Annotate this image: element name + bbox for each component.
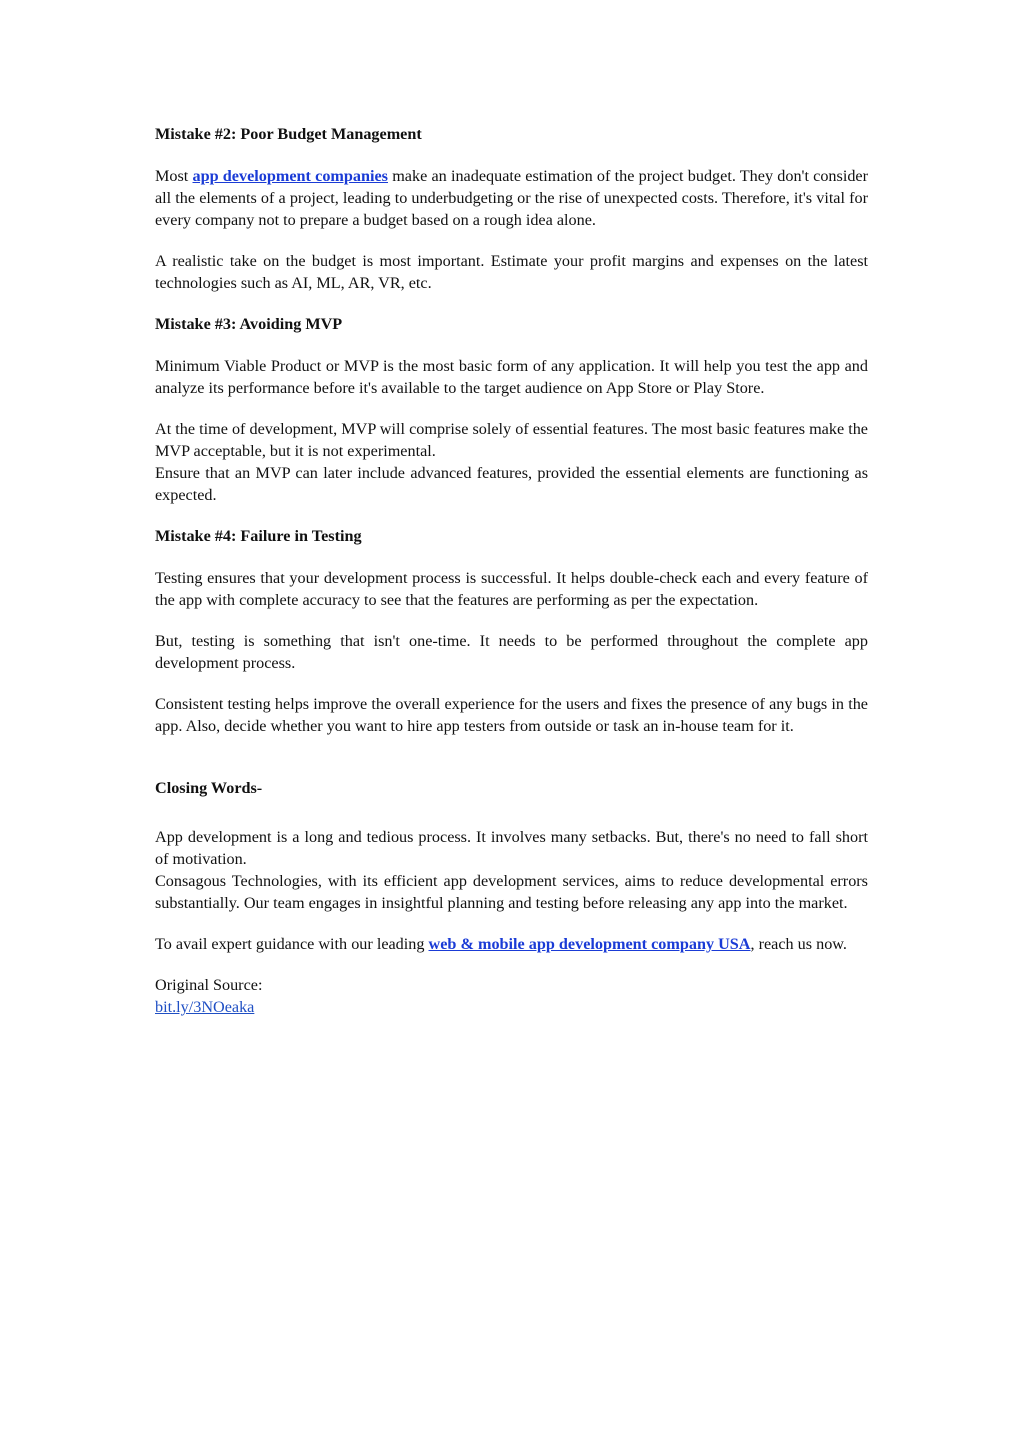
paragraph-closing-1: App development is a long and tedious process. It involves many setbacks. But, there's no need to fall short of motivation. [155,828,868,868]
paragraph-closing-3: To avail expert guidance with our leading web & mobile app development company USA, reach us now. [155,935,847,953]
link-app-development-companies[interactable]: app development companies [192,167,388,185]
paragraph-testing-1: Testing ensures that your development process is successful. It helps double-check each and every feature of the app with complete accuracy to see that the features are performing as per the expectation. [155,569,868,609]
link-web-mobile-app-development-company[interactable]: web & mobile app development company USA [428,935,751,953]
heading-closing-words: Closing Words- [155,779,263,797]
paragraph-mvp-3: Ensure that an MVP can later include advanced features, provided the essential elements are functioning as expected. [155,464,868,504]
source-link-line [155,996,868,1018]
paragraph-testing-3: Consistent testing helps improve the overall experience for the users and fixes the presence of any bugs in the app. Also, decide whether you want to hire app testers from outside or task an in-house team for it. [155,695,868,735]
link-original-source[interactable]: bit.ly/3NOeaka [155,998,255,1016]
paragraph-mvp-1: Minimum Viable Product or MVP is the most basic form of any application. It will help you test the app and analyze its performance before it's available to the target audience on App Store or Play Store. [155,357,868,397]
heading-mistake-2: Mistake #2: Poor Budget Management [155,125,422,143]
paragraph-budget-2: A realistic take on the budget is most important. Estimate your profit margins and expenses on the latest technologies such as AI, ML, AR, VR, etc. [155,252,868,292]
heading-mistake-3: Mistake #3: Avoiding MVP [155,315,343,333]
paragraph-budget-1: Most app development companies make an inadequate estimation of the project budget. They don't consider all the elements of a project, leading to underbudgeting or the rise of unexpected costs. Therefore, it's vital for every company not to prepare a budget based on a rough idea alone. [155,167,868,229]
document-page [155,123,868,1018]
paragraph-mvp-2: At the time of development, MVP will comprise solely of essential features. The most basic features make the MVP acceptable, but it is not experimental. [155,420,868,460]
paragraph-testing-2: But, testing is something that isn't one-time. It needs to be performed throughout the complete app development process. [155,632,868,672]
source-label: Original Source: [155,976,263,994]
heading-mistake-4: Mistake #4: Failure in Testing [155,527,362,545]
paragraph-closing-2: Consagous Technologies, with its efficient app development services, aims to reduce developmental errors substantially. Our team engages in insightful planning and testing before releasing any app into the market. [155,872,868,912]
